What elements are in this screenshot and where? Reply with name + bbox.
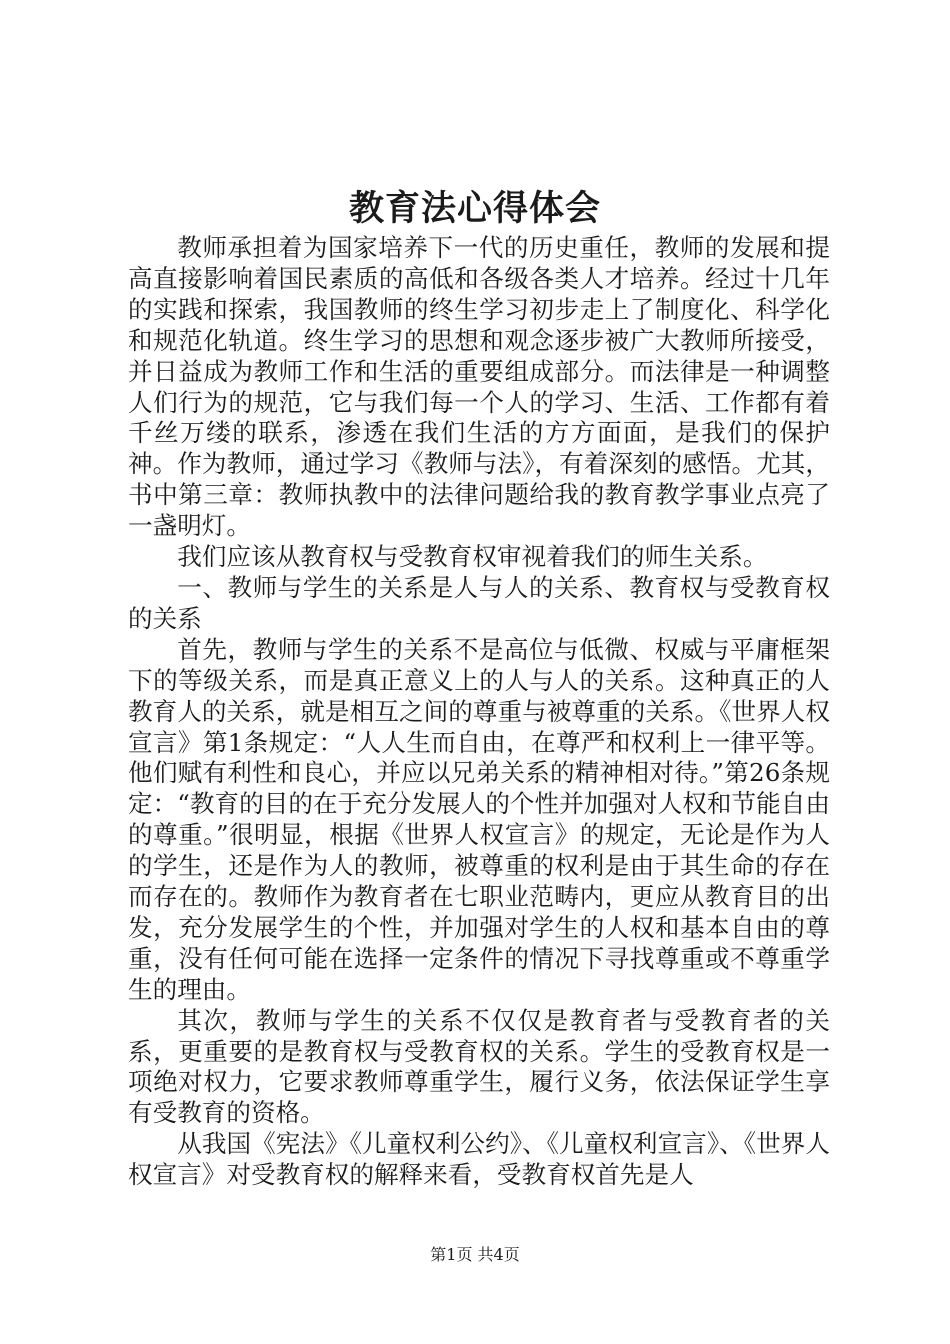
paragraph: 我们应该从教育权与受教育权审视着我们的师生关系。 [177, 542, 768, 572]
paragraph: 其次，教师与学生的关系不仅仅是教育者与受教育者的关系，更重要的是教育权与受教育权的关系。学生的受教育权是一项绝对权力，它要求教师尊重学生，履行义务，依法保证学生享有受教育的资格。 [128, 1005, 830, 1128]
paragraph: 教师承担着为国家培养下一代的历史重任，教师的发展和提高直接影响着国民素质的高低和各级各类人才培养。经过十几年的实践和探索，我国教师的终生学习初步走上了制度化、科学化和规范化轨道。终生学习的思想和观念逐步被广大教师所接受，并日益成为教师工作和生活的重要组成部分。而法律是一种调整人们行为的规范，它与我们每一个人的学习、生活、工作都有着千丝万缕的联系，渗透在我们生活的方方面面，是我们的保护神。作为教师，通过学习《教师与法》，有着深刻的感悟。尤其，书中第三章：教师执教中的法律问题给我的教育教学事业点亮了一盏明灯。 [128, 233, 830, 541]
document-body [128, 233, 830, 1191]
section-heading: 一、教师与学生的关系是人与人的关系、教育权与受教育权的关系 [128, 572, 830, 633]
paragraph: 首先，教师与学生的关系不是高位与低微、权威与平庸框架下的等级关系，而是真正意义上的人与人的关系。这种真正的人教育人的关系，就是相互之间的尊重与被尊重的关系。《世界人权宣言》第1条规定：“人人生而自由，在尊严和权利上一律平等。他们赋有利性和良心，并应以兄弟关系的精神相对待。”第26条规定：“教育的目的在于充分发展人的个性并加强对人权和节能自由的尊重。”很明显，根据《世界人权宣言》的规定，无论是作为人的学生，还是作为人的教师，被尊重的权利是由于其生命的存在而存在的。教师作为教育者在七职业范畴内，更应从教育目的出发，充分发展学生的个性，并加强对学生的人权和基本自由的尊重，没有任何可能在选择一定条件的情况下寻找尊重或不尊重学生的理由。 [128, 634, 830, 1004]
page-number-footer: 第1页 共4页 [430, 1245, 520, 1264]
paragraph: 从我国《宪法》《儿童权利公约》、《儿童权利宣言》、《世界人权宣言》对受教育权的解释来看，受教育权首先是人 [128, 1129, 830, 1190]
document-title: 教育法心得体会 [348, 188, 601, 229]
